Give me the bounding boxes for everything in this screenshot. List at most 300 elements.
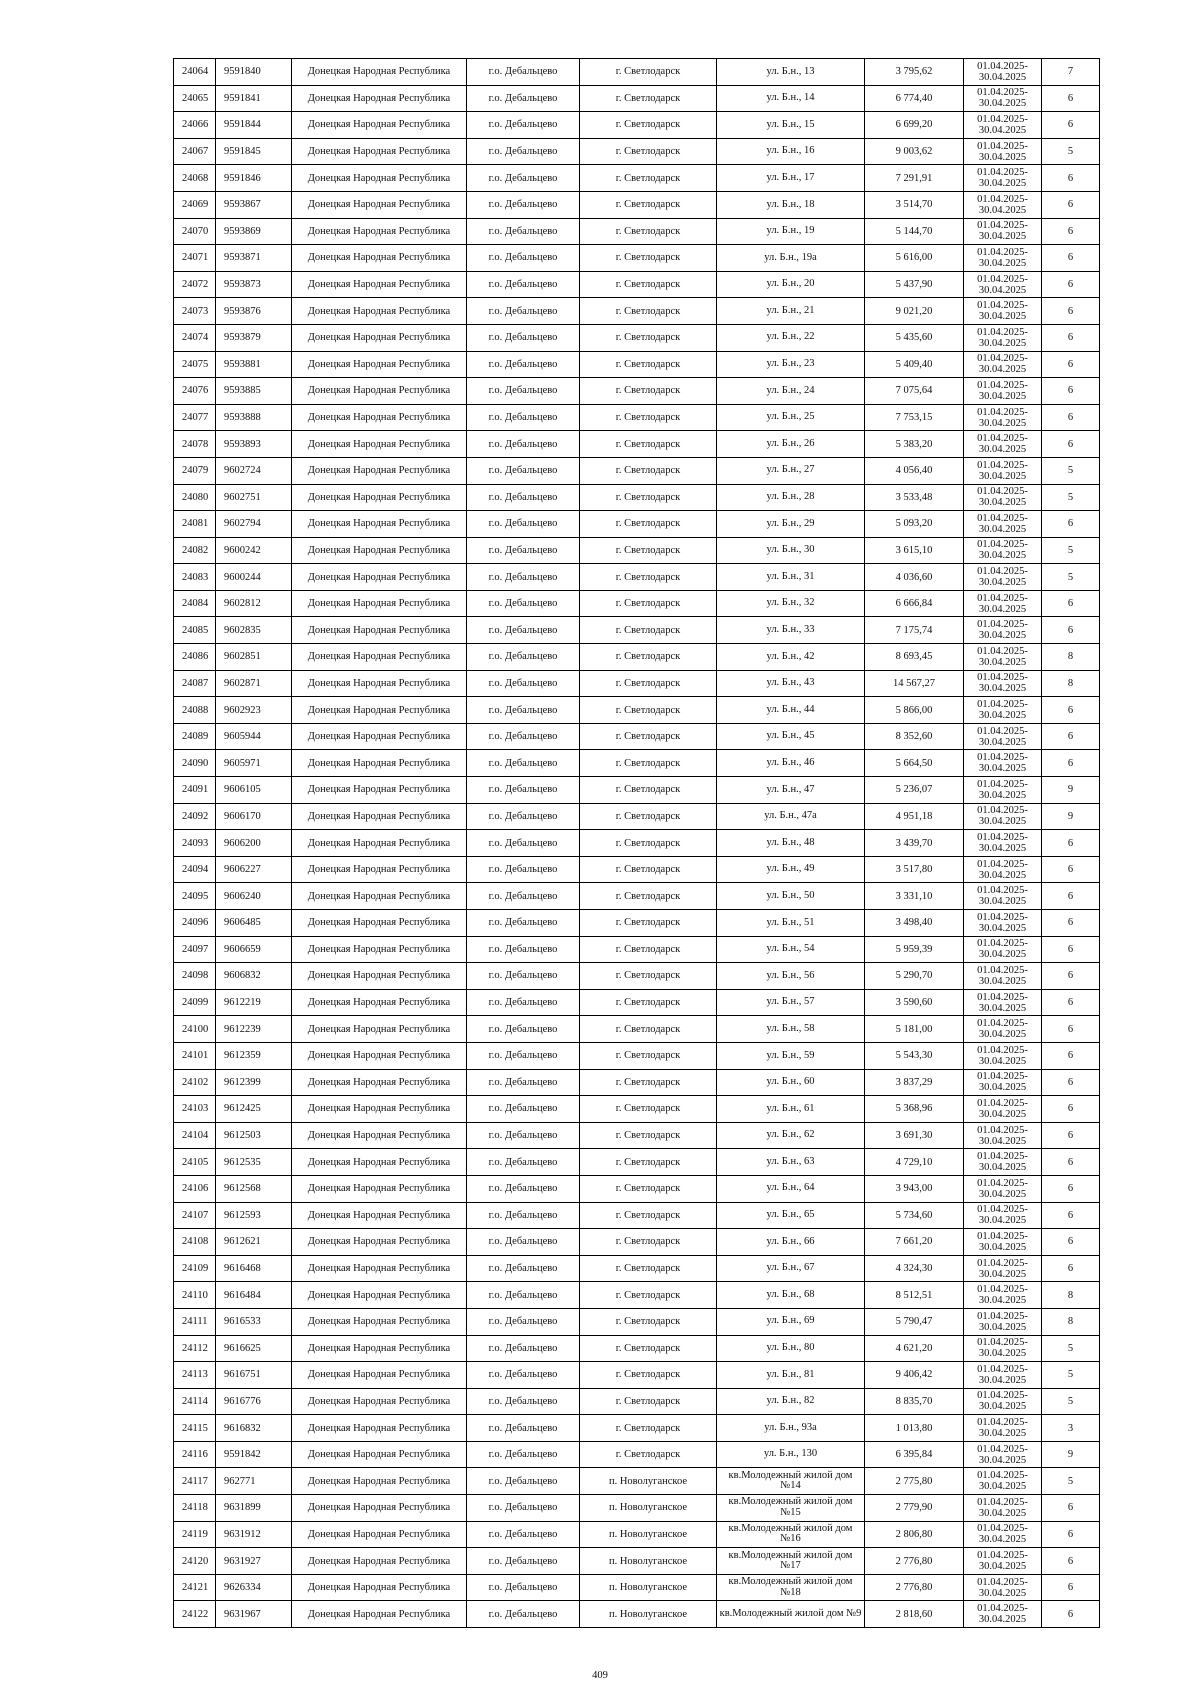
cell-row-number: 24068 <box>174 165 216 192</box>
cell-region: Донецкая Народная Республика <box>292 85 467 112</box>
cell-locality: г. Светлодарск <box>580 1229 717 1256</box>
cell-account-id: 9593876 <box>216 298 292 325</box>
cell-count: 8 <box>1042 1282 1100 1309</box>
cell-count: 6 <box>1042 723 1100 750</box>
table-row <box>174 85 1100 112</box>
cell-locality: г. Светлодарск <box>580 1282 717 1309</box>
cell-locality: п. Новолуганское <box>580 1548 717 1575</box>
cell-amount: 4 056,40 <box>865 457 964 484</box>
table-row <box>174 989 1100 1016</box>
cell-count: 5 <box>1042 484 1100 511</box>
cell-account-id: 9593871 <box>216 245 292 272</box>
cell-district: г.о. Дебальцево <box>467 85 580 112</box>
cell-amount: 4 324,30 <box>865 1255 964 1282</box>
cell-account-id: 9605971 <box>216 750 292 777</box>
cell-account-id: 9591842 <box>216 1441 292 1468</box>
cell-period: 01.04.2025-30.04.2025 <box>964 777 1042 804</box>
cell-account-id: 9612425 <box>216 1096 292 1123</box>
cell-locality: г. Светлодарск <box>580 1149 717 1176</box>
cell-district: г.о. Дебальцево <box>467 59 580 86</box>
cell-district: г.о. Дебальцево <box>467 484 580 511</box>
cell-count: 6 <box>1042 298 1100 325</box>
cell-amount: 5 093,20 <box>865 511 964 538</box>
cell-district: г.о. Дебальцево <box>467 1069 580 1096</box>
cell-district: г.о. Дебальцево <box>467 1175 580 1202</box>
cell-row-number: 24065 <box>174 85 216 112</box>
cell-count: 6 <box>1042 910 1100 937</box>
cell-account-id: 9591845 <box>216 138 292 165</box>
cell-region: Донецкая Народная Республика <box>292 1495 467 1522</box>
cell-period: 01.04.2025-30.04.2025 <box>964 165 1042 192</box>
cell-district: г.о. Дебальцево <box>467 910 580 937</box>
cell-account-id: 9591844 <box>216 112 292 139</box>
cell-account-id: 9593879 <box>216 324 292 351</box>
cell-amount: 3 517,80 <box>865 856 964 883</box>
cell-period: 01.04.2025-30.04.2025 <box>964 511 1042 538</box>
cell-district: г.о. Дебальцево <box>467 1495 580 1522</box>
cell-row-number: 24103 <box>174 1096 216 1123</box>
cell-district: г.о. Дебальцево <box>467 1574 580 1601</box>
cell-account-id: 9593869 <box>216 218 292 245</box>
table-row <box>174 803 1100 830</box>
cell-address: ул. Б.н., 48 <box>717 830 865 857</box>
cell-locality: г. Светлодарск <box>580 564 717 591</box>
table-row <box>174 1042 1100 1069</box>
cell-count: 6 <box>1042 963 1100 990</box>
cell-region: Донецкая Народная Республика <box>292 1388 467 1415</box>
table-row <box>174 883 1100 910</box>
table-row <box>174 1308 1100 1335</box>
table-row <box>174 484 1100 511</box>
cell-account-id: 9612239 <box>216 1016 292 1043</box>
cell-locality: г. Светлодарск <box>580 1042 717 1069</box>
cell-region: Донецкая Народная Республика <box>292 59 467 86</box>
table-row <box>174 1282 1100 1309</box>
cell-account-id: 9616776 <box>216 1388 292 1415</box>
cell-locality: г. Светлодарск <box>580 85 717 112</box>
cell-amount: 2 818,60 <box>865 1601 964 1628</box>
cell-count: 6 <box>1042 85 1100 112</box>
cell-row-number: 24116 <box>174 1441 216 1468</box>
table-row <box>174 1441 1100 1468</box>
cell-period: 01.04.2025-30.04.2025 <box>964 324 1042 351</box>
cell-count: 6 <box>1042 218 1100 245</box>
cell-amount: 5 790,47 <box>865 1308 964 1335</box>
table-row <box>174 1468 1100 1495</box>
cell-address: ул. Б.н., 62 <box>717 1122 865 1149</box>
table-row <box>174 351 1100 378</box>
cell-row-number: 24090 <box>174 750 216 777</box>
cell-account-id: 9593888 <box>216 404 292 431</box>
cell-count: 6 <box>1042 856 1100 883</box>
cell-period: 01.04.2025-30.04.2025 <box>964 617 1042 644</box>
cell-account-id: 9602835 <box>216 617 292 644</box>
cell-amount: 3 331,10 <box>865 883 964 910</box>
cell-row-number: 24111 <box>174 1308 216 1335</box>
cell-amount: 5 144,70 <box>865 218 964 245</box>
table-row <box>174 1149 1100 1176</box>
cell-count: 5 <box>1042 564 1100 591</box>
table-row <box>174 165 1100 192</box>
cell-district: г.о. Дебальцево <box>467 245 580 272</box>
cell-district: г.о. Дебальцево <box>467 564 580 591</box>
cell-amount: 7 753,15 <box>865 404 964 431</box>
cell-amount: 5 437,90 <box>865 271 964 298</box>
cell-district: г.о. Дебальцево <box>467 670 580 697</box>
cell-row-number: 24074 <box>174 324 216 351</box>
cell-amount: 2 775,80 <box>865 1468 964 1495</box>
cell-period: 01.04.2025-30.04.2025 <box>964 1548 1042 1575</box>
cell-locality: г. Светлодарск <box>580 484 717 511</box>
cell-locality: г. Светлодарск <box>580 1122 717 1149</box>
cell-amount: 1 013,80 <box>865 1415 964 1442</box>
cell-amount: 8 352,60 <box>865 723 964 750</box>
cell-row-number: 24084 <box>174 590 216 617</box>
cell-region: Донецкая Народная Республика <box>292 1016 467 1043</box>
cell-row-number: 24095 <box>174 883 216 910</box>
cell-row-number: 24098 <box>174 963 216 990</box>
cell-address: ул. Б.н., 60 <box>717 1069 865 1096</box>
cell-row-number: 24105 <box>174 1149 216 1176</box>
cell-address: ул. Б.н., 25 <box>717 404 865 431</box>
cell-period: 01.04.2025-30.04.2025 <box>964 1042 1042 1069</box>
cell-address: ул. Б.н., 20 <box>717 271 865 298</box>
cell-account-id: 9600244 <box>216 564 292 591</box>
cell-region: Донецкая Народная Республика <box>292 1548 467 1575</box>
cell-account-id: 9593867 <box>216 191 292 218</box>
cell-amount: 3 795,62 <box>865 59 964 86</box>
cell-locality: п. Новолуганское <box>580 1601 717 1628</box>
cell-amount: 3 615,10 <box>865 537 964 564</box>
cell-count: 8 <box>1042 670 1100 697</box>
cell-region: Донецкая Народная Республика <box>292 484 467 511</box>
cell-locality: г. Светлодарск <box>580 883 717 910</box>
cell-amount: 3 514,70 <box>865 191 964 218</box>
cell-amount: 3 943,00 <box>865 1175 964 1202</box>
table-row <box>174 1415 1100 1442</box>
cell-amount: 5 290,70 <box>865 963 964 990</box>
cell-period: 01.04.2025-30.04.2025 <box>964 1229 1042 1256</box>
cell-address: ул. Б.н., 32 <box>717 590 865 617</box>
cell-address: ул. Б.н., 66 <box>717 1229 865 1256</box>
cell-amount: 2 776,80 <box>865 1548 964 1575</box>
cell-address: ул. Б.н., 23 <box>717 351 865 378</box>
cell-period: 01.04.2025-30.04.2025 <box>964 723 1042 750</box>
cell-district: г.о. Дебальцево <box>467 537 580 564</box>
table-row <box>174 697 1100 724</box>
cell-count: 6 <box>1042 1229 1100 1256</box>
cell-amount: 4 036,60 <box>865 564 964 591</box>
cell-row-number: 24076 <box>174 378 216 405</box>
cell-district: г.о. Дебальцево <box>467 777 580 804</box>
cell-period: 01.04.2025-30.04.2025 <box>964 936 1042 963</box>
cell-row-number: 24100 <box>174 1016 216 1043</box>
cell-region: Донецкая Народная Республика <box>292 1096 467 1123</box>
cell-district: г.о. Дебальцево <box>467 883 580 910</box>
cell-locality: г. Светлодарск <box>580 777 717 804</box>
cell-count: 9 <box>1042 803 1100 830</box>
cell-district: г.о. Дебальцево <box>467 590 580 617</box>
table-row <box>174 537 1100 564</box>
cell-account-id: 9631927 <box>216 1548 292 1575</box>
cell-account-id: 9606105 <box>216 777 292 804</box>
cell-count: 6 <box>1042 1548 1100 1575</box>
cell-period: 01.04.2025-30.04.2025 <box>964 537 1042 564</box>
cell-account-id: 9606170 <box>216 803 292 830</box>
cell-amount: 3 439,70 <box>865 830 964 857</box>
cell-period: 01.04.2025-30.04.2025 <box>964 85 1042 112</box>
table-row <box>174 1255 1100 1282</box>
cell-locality: г. Светлодарск <box>580 324 717 351</box>
cell-district: г.о. Дебальцево <box>467 963 580 990</box>
cell-address: кв.Молодежный жилой дом №17 <box>717 1548 865 1575</box>
table-row <box>174 1601 1100 1628</box>
table-row <box>174 1202 1100 1229</box>
table-row <box>174 750 1100 777</box>
page-number: 409 <box>592 1670 608 1681</box>
cell-amount: 3 498,40 <box>865 910 964 937</box>
cell-locality: п. Новолуганское <box>580 1495 717 1522</box>
cell-locality: г. Светлодарск <box>580 697 717 724</box>
cell-account-id: 9593873 <box>216 271 292 298</box>
cell-locality: г. Светлодарск <box>580 910 717 937</box>
cell-row-number: 24087 <box>174 670 216 697</box>
cell-account-id: 9612568 <box>216 1175 292 1202</box>
cell-district: г.о. Дебальцево <box>467 830 580 857</box>
cell-period: 01.04.2025-30.04.2025 <box>964 1335 1042 1362</box>
cell-region: Донецкая Народная Республика <box>292 298 467 325</box>
cell-amount: 5 664,50 <box>865 750 964 777</box>
cell-account-id: 9606240 <box>216 883 292 910</box>
cell-district: г.о. Дебальцево <box>467 1122 580 1149</box>
table-row <box>174 324 1100 351</box>
cell-row-number: 24070 <box>174 218 216 245</box>
cell-address: ул. Б.н., 15 <box>717 112 865 139</box>
cell-region: Донецкая Народная Республика <box>292 1601 467 1628</box>
cell-region: Донецкая Народная Республика <box>292 378 467 405</box>
cell-address: ул. Б.н., 61 <box>717 1096 865 1123</box>
cell-address: ул. Б.н., 33 <box>717 617 865 644</box>
cell-period: 01.04.2025-30.04.2025 <box>964 803 1042 830</box>
cell-period: 01.04.2025-30.04.2025 <box>964 298 1042 325</box>
cell-address: ул. Б.н., 56 <box>717 963 865 990</box>
table-row <box>174 1335 1100 1362</box>
cell-district: г.о. Дебальцево <box>467 1016 580 1043</box>
cell-district: г.о. Дебальцево <box>467 1548 580 1575</box>
cell-period: 01.04.2025-30.04.2025 <box>964 883 1042 910</box>
cell-account-id: 9612593 <box>216 1202 292 1229</box>
table-row <box>174 218 1100 245</box>
cell-region: Донецкая Народная Республика <box>292 936 467 963</box>
cell-amount: 7 291,91 <box>865 165 964 192</box>
cell-address: ул. Б.н., 22 <box>717 324 865 351</box>
cell-row-number: 24106 <box>174 1175 216 1202</box>
cell-address: ул. Б.н., 13 <box>717 59 865 86</box>
cell-region: Донецкая Народная Республика <box>292 1415 467 1442</box>
table-row <box>174 1016 1100 1043</box>
cell-locality: г. Светлодарск <box>580 351 717 378</box>
table-row <box>174 1096 1100 1123</box>
table-row <box>174 511 1100 538</box>
cell-row-number: 24104 <box>174 1122 216 1149</box>
cell-account-id: 9631899 <box>216 1495 292 1522</box>
cell-count: 6 <box>1042 1149 1100 1176</box>
cell-count: 6 <box>1042 165 1100 192</box>
cell-account-id: 9616533 <box>216 1308 292 1335</box>
cell-district: г.о. Дебальцево <box>467 1362 580 1389</box>
cell-amount: 2 779,90 <box>865 1495 964 1522</box>
cell-count: 8 <box>1042 644 1100 671</box>
cell-locality: п. Новолуганское <box>580 1521 717 1548</box>
cell-region: Донецкая Народная Республика <box>292 1069 467 1096</box>
cell-locality: г. Светлодарск <box>580 1388 717 1415</box>
cell-row-number: 24120 <box>174 1548 216 1575</box>
cell-locality: г. Светлодарск <box>580 856 717 883</box>
cell-count: 3 <box>1042 1415 1100 1442</box>
cell-amount: 5 866,00 <box>865 697 964 724</box>
cell-count: 6 <box>1042 112 1100 139</box>
cell-period: 01.04.2025-30.04.2025 <box>964 1175 1042 1202</box>
cell-locality: г. Светлодарск <box>580 112 717 139</box>
cell-address: ул. Б.н., 67 <box>717 1255 865 1282</box>
cell-count: 6 <box>1042 989 1100 1016</box>
cell-period: 01.04.2025-30.04.2025 <box>964 1069 1042 1096</box>
cell-region: Донецкая Народная Республика <box>292 1308 467 1335</box>
cell-amount: 7 075,64 <box>865 378 964 405</box>
cell-region: Донецкая Народная Республика <box>292 457 467 484</box>
table-row <box>174 856 1100 883</box>
cell-locality: п. Новолуганское <box>580 1574 717 1601</box>
cell-locality: г. Светлодарск <box>580 1096 717 1123</box>
cell-row-number: 24064 <box>174 59 216 86</box>
cell-row-number: 24069 <box>174 191 216 218</box>
cell-count: 9 <box>1042 777 1100 804</box>
cell-address: ул. Б.н., 130 <box>717 1441 865 1468</box>
cell-row-number: 24102 <box>174 1069 216 1096</box>
cell-region: Донецкая Народная Республика <box>292 1255 467 1282</box>
cell-row-number: 24088 <box>174 697 216 724</box>
cell-amount: 3 691,30 <box>865 1122 964 1149</box>
cell-address: ул. Б.н., 47а <box>717 803 865 830</box>
cell-address: ул. Б.н., 54 <box>717 936 865 963</box>
table-row <box>174 1521 1100 1548</box>
cell-account-id: 9593885 <box>216 378 292 405</box>
cell-amount: 9 003,62 <box>865 138 964 165</box>
cell-district: г.о. Дебальцево <box>467 138 580 165</box>
table-row <box>174 777 1100 804</box>
cell-count: 6 <box>1042 697 1100 724</box>
cell-period: 01.04.2025-30.04.2025 <box>964 750 1042 777</box>
table-row <box>174 1229 1100 1256</box>
cell-address: ул. Б.н., 14 <box>717 85 865 112</box>
cell-region: Донецкая Народная Республика <box>292 1122 467 1149</box>
cell-period: 01.04.2025-30.04.2025 <box>964 697 1042 724</box>
cell-amount: 5 959,39 <box>865 936 964 963</box>
cell-locality: п. Новолуганское <box>580 1468 717 1495</box>
cell-district: г.о. Дебальцево <box>467 1308 580 1335</box>
cell-amount: 5 181,00 <box>865 1016 964 1043</box>
cell-address: кв.Молодежный жилой дом №14 <box>717 1468 865 1495</box>
cell-row-number: 24083 <box>174 564 216 591</box>
cell-account-id: 9626334 <box>216 1574 292 1601</box>
cell-period: 01.04.2025-30.04.2025 <box>964 218 1042 245</box>
cell-locality: г. Светлодарск <box>580 963 717 990</box>
cell-district: г.о. Дебальцево <box>467 1388 580 1415</box>
cell-address: ул. Б.н., 81 <box>717 1362 865 1389</box>
cell-period: 01.04.2025-30.04.2025 <box>964 644 1042 671</box>
cell-account-id: 9606659 <box>216 936 292 963</box>
cell-row-number: 24089 <box>174 723 216 750</box>
table-row <box>174 617 1100 644</box>
table-row <box>174 670 1100 697</box>
cell-count: 5 <box>1042 1335 1100 1362</box>
cell-period: 01.04.2025-30.04.2025 <box>964 910 1042 937</box>
cell-locality: г. Светлодарск <box>580 1441 717 1468</box>
cell-account-id: 9602812 <box>216 590 292 617</box>
cell-locality: г. Светлодарск <box>580 1335 717 1362</box>
cell-count: 6 <box>1042 936 1100 963</box>
cell-count: 6 <box>1042 883 1100 910</box>
cell-district: г.о. Дебальцево <box>467 617 580 644</box>
cell-district: г.о. Дебальцево <box>467 803 580 830</box>
cell-count: 5 <box>1042 138 1100 165</box>
cell-row-number: 24094 <box>174 856 216 883</box>
cell-amount: 14 567,27 <box>865 670 964 697</box>
cell-account-id: 9612359 <box>216 1042 292 1069</box>
cell-count: 6 <box>1042 1255 1100 1282</box>
cell-count: 6 <box>1042 378 1100 405</box>
cell-count: 5 <box>1042 1362 1100 1389</box>
cell-region: Донецкая Народная Республика <box>292 218 467 245</box>
cell-count: 5 <box>1042 1468 1100 1495</box>
cell-district: г.о. Дебальцево <box>467 1282 580 1309</box>
cell-account-id: 9593893 <box>216 431 292 458</box>
cell-amount: 9 406,42 <box>865 1362 964 1389</box>
cell-row-number: 24071 <box>174 245 216 272</box>
cell-row-number: 24108 <box>174 1229 216 1256</box>
table-row <box>174 138 1100 165</box>
cell-count: 6 <box>1042 271 1100 298</box>
cell-address: ул. Б.н., 45 <box>717 723 865 750</box>
cell-period: 01.04.2025-30.04.2025 <box>964 1574 1042 1601</box>
cell-period: 01.04.2025-30.04.2025 <box>964 191 1042 218</box>
cell-amount: 5 383,20 <box>865 431 964 458</box>
cell-district: г.о. Дебальцево <box>467 112 580 139</box>
cell-locality: г. Светлодарск <box>580 218 717 245</box>
cell-count: 6 <box>1042 245 1100 272</box>
cell-period: 01.04.2025-30.04.2025 <box>964 1282 1042 1309</box>
cell-amount: 6 395,84 <box>865 1441 964 1468</box>
cell-account-id: 9612535 <box>216 1149 292 1176</box>
cell-region: Донецкая Народная Республика <box>292 537 467 564</box>
cell-row-number: 24077 <box>174 404 216 431</box>
cell-account-id: 9602724 <box>216 457 292 484</box>
cell-period: 01.04.2025-30.04.2025 <box>964 1096 1042 1123</box>
cell-locality: г. Светлодарск <box>580 1415 717 1442</box>
cell-address: ул. Б.н., 30 <box>717 537 865 564</box>
cell-locality: г. Светлодарск <box>580 830 717 857</box>
cell-row-number: 24117 <box>174 1468 216 1495</box>
cell-address: ул. Б.н., 47 <box>717 777 865 804</box>
cell-period: 01.04.2025-30.04.2025 <box>964 963 1042 990</box>
cell-account-id: 9606227 <box>216 856 292 883</box>
cell-period: 01.04.2025-30.04.2025 <box>964 431 1042 458</box>
cell-district: г.о. Дебальцево <box>467 936 580 963</box>
cell-amount: 6 699,20 <box>865 112 964 139</box>
cell-address: ул. Б.н., 29 <box>717 511 865 538</box>
cell-locality: г. Светлодарск <box>580 590 717 617</box>
cell-account-id: 962771 <box>216 1468 292 1495</box>
